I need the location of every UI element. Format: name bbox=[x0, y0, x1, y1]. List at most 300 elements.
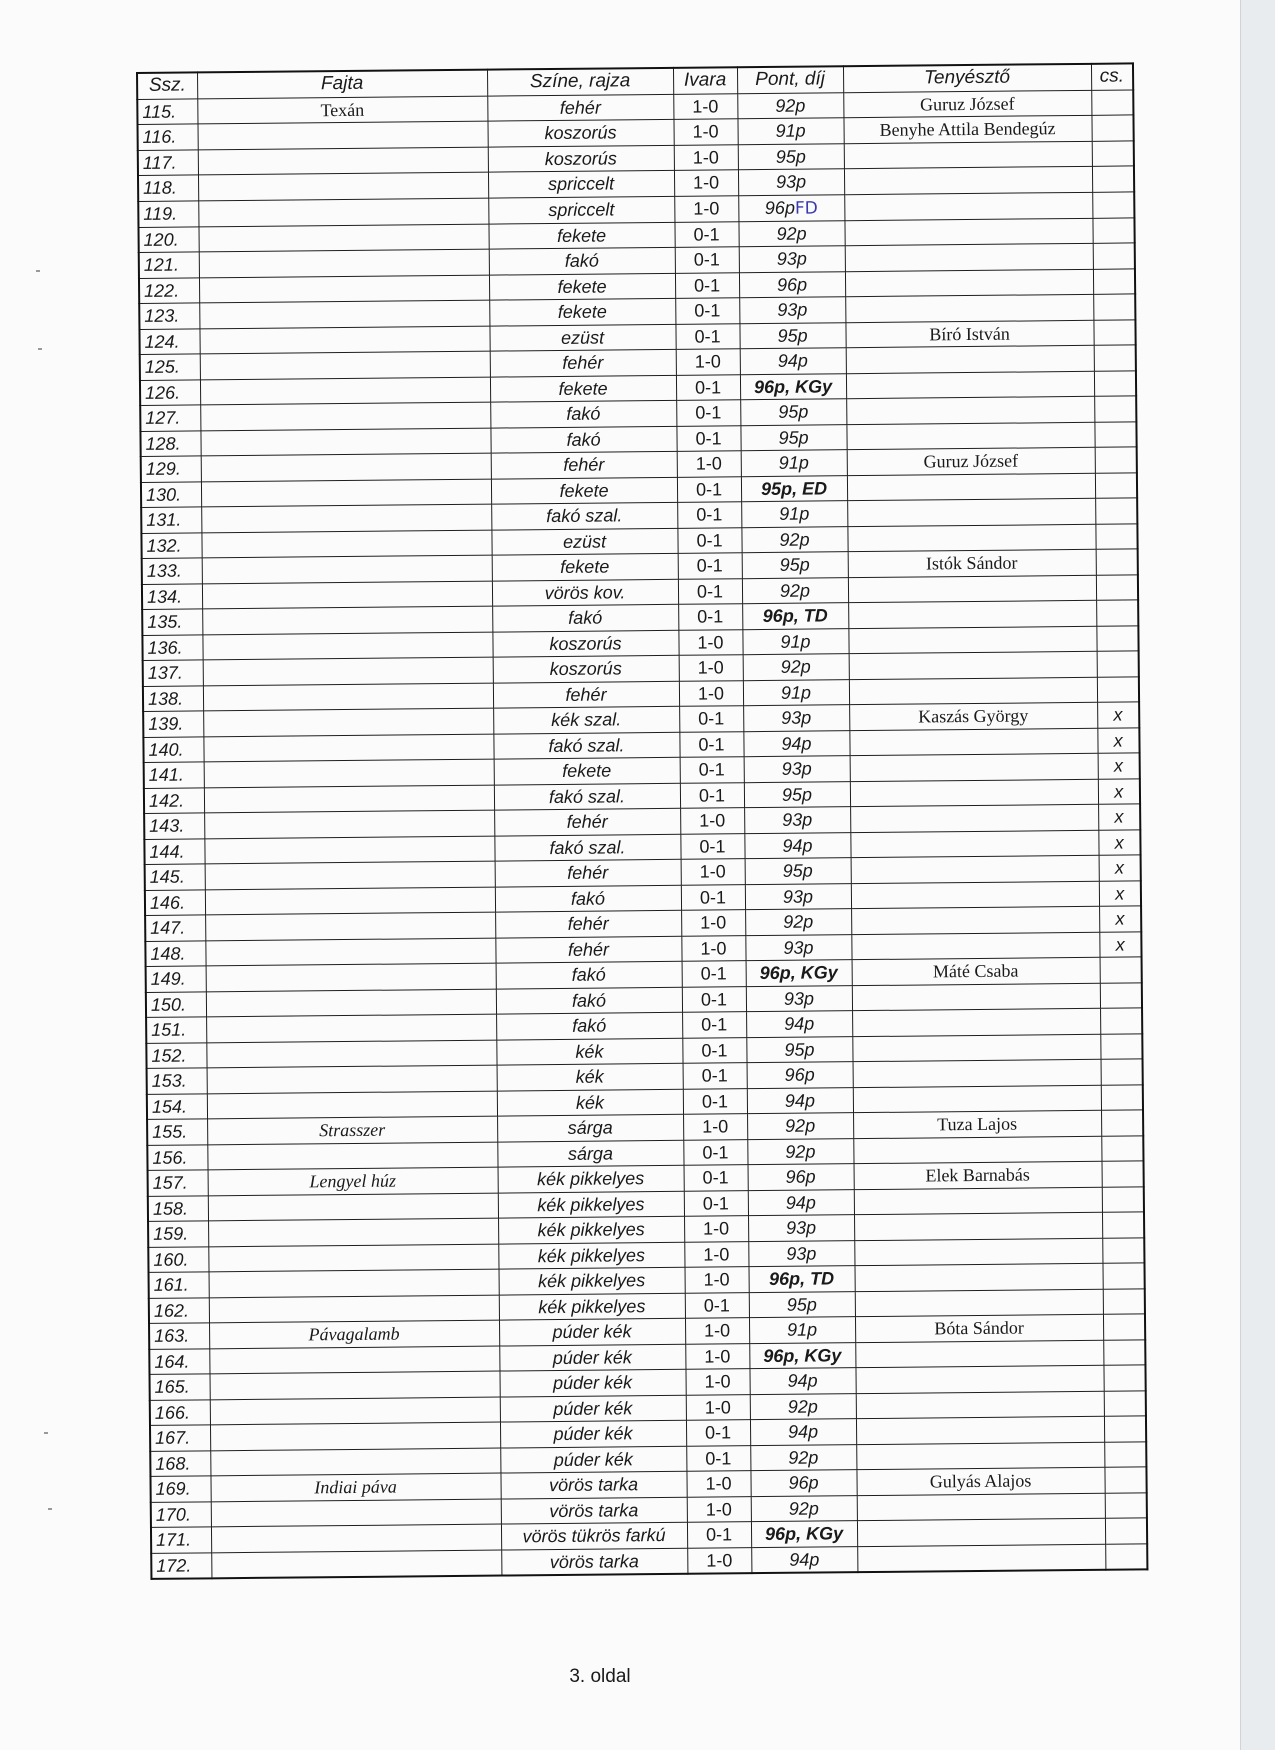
cell-pont bbox=[742, 577, 848, 604]
cell-szin-text: vörös tarka bbox=[549, 1550, 639, 1572]
cell-ssz bbox=[140, 430, 200, 456]
cell-cs bbox=[1092, 166, 1134, 192]
cell-ivar-text: 1-0 bbox=[702, 1116, 729, 1137]
cell-szin-text: koszorús bbox=[544, 122, 617, 144]
cell-tenyeszto bbox=[849, 728, 1097, 756]
cell-szin-text: fekete bbox=[562, 760, 612, 782]
cell-ivar bbox=[680, 808, 744, 834]
cell-ssz bbox=[148, 1246, 208, 1272]
cell-szin bbox=[495, 885, 681, 912]
cell-szin-text: kék bbox=[575, 1041, 604, 1062]
cell-ssz bbox=[148, 1170, 208, 1196]
cell-pont bbox=[739, 271, 845, 298]
cell-ssz-text: 160. bbox=[153, 1249, 189, 1270]
cell-szin bbox=[488, 145, 674, 172]
cell-tenyeszto bbox=[846, 345, 1094, 373]
cell-cs bbox=[1102, 1186, 1144, 1212]
cell-pont bbox=[751, 1521, 857, 1548]
cell-szin bbox=[500, 1395, 686, 1422]
cell-szin bbox=[490, 349, 676, 376]
cell-pont bbox=[738, 169, 844, 196]
cell-ssz bbox=[145, 915, 205, 941]
cell-ivar-text: 0-1 bbox=[703, 1295, 730, 1316]
cell-szin-text: spriccelt bbox=[548, 199, 615, 221]
cell-cs bbox=[1095, 472, 1137, 498]
cell-pont-text: 92p bbox=[785, 1141, 816, 1162]
cell-szin bbox=[492, 553, 678, 580]
cell-cs bbox=[1098, 804, 1140, 830]
cell-tenyeszto bbox=[854, 1187, 1102, 1215]
cell-tenyeszto bbox=[848, 626, 1096, 654]
cell-tenyeszto bbox=[847, 498, 1095, 526]
cell-tenyeszto bbox=[846, 396, 1094, 424]
cell-ssz bbox=[146, 1042, 206, 1068]
cell-ivar bbox=[684, 1190, 748, 1216]
cell-ssz-text: 140. bbox=[148, 739, 184, 760]
cell-szin-text: kék pikkelyes bbox=[537, 1219, 645, 1241]
cell-cs bbox=[1098, 778, 1140, 804]
cell-szin bbox=[487, 94, 673, 121]
cell-tenyeszto bbox=[846, 371, 1094, 399]
cell-pont-text: 91p bbox=[786, 1319, 818, 1341]
cell-ssz bbox=[143, 685, 203, 711]
cell-cs bbox=[1104, 1390, 1146, 1416]
cell-szin bbox=[498, 1191, 684, 1218]
cell-tenyeszto bbox=[847, 473, 1095, 501]
cell-ivar bbox=[684, 1165, 748, 1191]
cell-ivar-text: 1-0 bbox=[699, 861, 726, 882]
cell-pont bbox=[749, 1317, 855, 1344]
cell-pont-text: 95p bbox=[784, 1039, 815, 1060]
cell-fajta bbox=[210, 1422, 500, 1450]
cell-fajta bbox=[201, 504, 491, 532]
cell-szin bbox=[501, 1548, 687, 1576]
cell-ivar-text: 1-0 bbox=[705, 1473, 732, 1494]
cell-pont bbox=[741, 526, 847, 553]
cell-fajta-text: Pávagalamb bbox=[308, 1323, 400, 1345]
cell-szin bbox=[499, 1369, 685, 1396]
cell-pont-text: 91p bbox=[775, 120, 806, 142]
cell-tenyeszto bbox=[844, 192, 1092, 220]
cell-fajta-text: Texán bbox=[320, 99, 365, 120]
cell-ivar bbox=[679, 706, 743, 732]
cell-ssz bbox=[145, 864, 205, 890]
cell-szin bbox=[488, 222, 674, 249]
cell-szin-text: koszorús bbox=[549, 658, 622, 680]
cell-fajta bbox=[207, 1065, 497, 1093]
cell-ivar bbox=[676, 349, 740, 375]
cell-tenyeszto bbox=[855, 1340, 1103, 1368]
cell-szin bbox=[497, 1140, 683, 1167]
cell-ivar-text: 0-1 bbox=[701, 1065, 728, 1086]
cell-fajta bbox=[199, 326, 489, 354]
cell-tenyeszto bbox=[855, 1365, 1103, 1393]
cell-szin bbox=[495, 910, 681, 937]
cell-szin bbox=[493, 655, 679, 682]
cell-cs bbox=[1095, 447, 1137, 473]
cell-cs bbox=[1100, 957, 1142, 983]
cell-cs bbox=[1101, 1084, 1143, 1110]
cell-ssz bbox=[150, 1399, 210, 1425]
cell-szin bbox=[499, 1318, 685, 1345]
cell-cs bbox=[1101, 1110, 1143, 1136]
cell-ssz-text: 127. bbox=[145, 407, 181, 429]
cell-szin-text: sárga bbox=[567, 1143, 614, 1164]
cell-pont-text: 93p bbox=[783, 937, 814, 958]
cell-ssz bbox=[144, 762, 204, 788]
cell-ssz bbox=[139, 252, 199, 278]
cell-tenyeszto-text: Bóta Sándor bbox=[934, 1317, 1024, 1339]
cell-ivar bbox=[686, 1394, 750, 1420]
cell-pont-text: 93p bbox=[777, 299, 808, 321]
cell-pont-text: 96p, KGy bbox=[759, 962, 838, 984]
cell-pont bbox=[747, 1062, 853, 1089]
cell-ssz bbox=[147, 1144, 207, 1170]
cell-ivar bbox=[683, 1139, 747, 1165]
cell-ivar-text: 1-0 bbox=[699, 810, 726, 831]
cell-fajta bbox=[210, 1473, 500, 1501]
cell-fajta bbox=[204, 785, 494, 813]
cell-pont bbox=[737, 92, 843, 119]
cell-szin-text: fehér bbox=[567, 862, 609, 884]
cell-pont bbox=[751, 1495, 857, 1522]
cell-fajta bbox=[204, 759, 494, 787]
cell-ssz bbox=[145, 889, 205, 915]
cell-ssz-text: 164. bbox=[154, 1351, 190, 1372]
cell-fajta bbox=[204, 836, 494, 864]
cell-cs bbox=[1091, 89, 1133, 115]
cell-tenyeszto bbox=[856, 1416, 1104, 1444]
cell-tenyeszto bbox=[851, 881, 1099, 909]
cell-szin bbox=[497, 1063, 683, 1090]
cell-ssz bbox=[143, 711, 203, 737]
cell-pont-text: 92p bbox=[779, 580, 811, 601]
cell-ssz-text: 165. bbox=[154, 1376, 190, 1398]
cell-cs bbox=[1103, 1365, 1145, 1391]
handwritten-award-mark: FD bbox=[794, 197, 818, 219]
scan-speck bbox=[44, 1432, 48, 1434]
cell-pont-text: 94p bbox=[782, 835, 813, 856]
cell-pont bbox=[744, 781, 850, 808]
cell-ssz bbox=[149, 1348, 209, 1374]
cell-fajta bbox=[207, 1116, 497, 1144]
cell-tenyeszto-text: Elek Barnabás bbox=[925, 1164, 1030, 1186]
cell-ssz bbox=[149, 1272, 209, 1298]
cell-ssz-text: 116. bbox=[142, 126, 177, 148]
cell-pont-text: 95p, ED bbox=[760, 478, 828, 499]
cell-tenyeszto bbox=[853, 1110, 1101, 1138]
cell-pont-text: 96p bbox=[784, 1064, 815, 1086]
cell-cs bbox=[1103, 1288, 1145, 1314]
cell-szin-text: kék pikkelyes bbox=[538, 1270, 646, 1292]
cell-szin-text: púder kék bbox=[553, 1449, 633, 1470]
cell-szin-text: fakó bbox=[568, 607, 603, 629]
cell-szin-text: ezüst bbox=[562, 531, 607, 552]
cell-pont bbox=[740, 399, 846, 426]
cell-fajta bbox=[205, 912, 495, 940]
cell-szin bbox=[498, 1216, 684, 1243]
cell-pont bbox=[744, 756, 850, 783]
cell-ivar-text: 0-1 bbox=[698, 734, 725, 755]
cell-pont-text: 95p bbox=[786, 1294, 817, 1315]
cell-cs bbox=[1091, 115, 1133, 141]
cell-pont bbox=[747, 1087, 853, 1114]
cell-ivar bbox=[681, 910, 745, 936]
cell-szin bbox=[500, 1420, 686, 1447]
cell-pont-text: 96p, KGy bbox=[763, 1345, 842, 1366]
cell-ivar bbox=[685, 1318, 749, 1344]
cell-ivar-text: 1-0 bbox=[692, 96, 719, 117]
cell-cs bbox=[1095, 498, 1137, 524]
cell-ivar-text: 0-1 bbox=[696, 581, 724, 602]
cell-tenyeszto-text: Gulyás Alajos bbox=[929, 1470, 1032, 1492]
cell-fajta bbox=[200, 351, 490, 379]
cell-ssz-text: 119. bbox=[143, 203, 178, 224]
cell-ivar-text: 0-1 bbox=[696, 504, 723, 525]
cell-szin-text: fehér bbox=[565, 684, 607, 705]
cell-ssz bbox=[143, 660, 203, 686]
cell-cs bbox=[1103, 1339, 1145, 1365]
cell-ivar bbox=[677, 527, 741, 553]
cell-ssz-text: 118. bbox=[143, 177, 177, 199]
cell-ssz-text: 126. bbox=[144, 382, 181, 403]
cell-ivar bbox=[674, 144, 738, 170]
cell-fajta bbox=[199, 300, 489, 328]
cell-ssz-text: 158. bbox=[152, 1198, 189, 1219]
cell-ssz-text: 122. bbox=[144, 280, 180, 301]
cell-fajta bbox=[207, 1091, 497, 1119]
cell-ivar-text: 0-1 bbox=[694, 377, 722, 398]
cell-szin bbox=[499, 1344, 685, 1371]
cell-ssz bbox=[138, 175, 198, 201]
cell-ssz-text: 138. bbox=[147, 688, 184, 709]
cell-tenyeszto bbox=[852, 1034, 1100, 1062]
cell-cs bbox=[1098, 829, 1140, 855]
cell-fajta-text: Lengyel húz bbox=[309, 1170, 396, 1192]
cell-ssz bbox=[151, 1552, 211, 1579]
cell-tenyeszto-text: Istók Sándor bbox=[925, 552, 1018, 574]
cell-ivar-text: 0-1 bbox=[696, 555, 723, 576]
cell-pont bbox=[744, 832, 850, 859]
cell-pont-text: 95p bbox=[782, 860, 813, 882]
cell-cs bbox=[1105, 1492, 1147, 1518]
cell-ssz bbox=[142, 634, 202, 660]
cell-ivar bbox=[680, 833, 744, 859]
cell-ssz-text: 154. bbox=[151, 1096, 188, 1117]
cell-fajta bbox=[202, 555, 492, 583]
cell-pont-text: 92p bbox=[788, 1447, 819, 1468]
cell-szin-text: fakó bbox=[564, 250, 599, 272]
cell-tenyeszto bbox=[849, 651, 1097, 679]
cell-szin-text: fekete bbox=[557, 276, 607, 297]
cell-pont-text: 95p bbox=[781, 784, 813, 805]
cell-pont-text: 92p bbox=[779, 529, 810, 550]
cell-ssz-text: 123. bbox=[144, 305, 180, 327]
cell-tenyeszto bbox=[854, 1263, 1102, 1291]
cell-pont bbox=[741, 450, 847, 477]
cell-tenyeszto-text: Tuza Lajos bbox=[937, 1113, 1018, 1135]
cell-fajta bbox=[206, 1014, 496, 1042]
cell-ivar-text: 0-1 bbox=[696, 530, 723, 551]
cell-ssz-text: 136. bbox=[147, 637, 183, 658]
cell-szin bbox=[500, 1471, 686, 1498]
cell-szin-text: fakó szal. bbox=[546, 505, 623, 527]
cell-pont-text: 92p bbox=[788, 1498, 819, 1519]
cell-pont bbox=[743, 705, 849, 732]
cell-szin-text: fehér bbox=[567, 939, 610, 960]
cell-pont-text: 91p bbox=[779, 503, 810, 525]
cell-pont bbox=[746, 1011, 852, 1038]
cell-ssz-text: 142. bbox=[148, 790, 185, 811]
cell-fajta bbox=[208, 1218, 498, 1246]
cell-pont bbox=[739, 246, 845, 273]
cell-pont bbox=[743, 654, 849, 681]
cell-pont bbox=[740, 348, 846, 375]
cell-ssz-text: 125. bbox=[144, 356, 180, 378]
cell-cs bbox=[1097, 651, 1139, 677]
cell-ivar-text: 1-0 bbox=[692, 172, 720, 193]
cell-pont bbox=[740, 424, 846, 451]
cell-ivar bbox=[674, 170, 738, 196]
cell-pont bbox=[748, 1240, 854, 1267]
cell-ssz-text: 149. bbox=[150, 968, 186, 990]
cell-cs bbox=[1100, 982, 1142, 1008]
cell-tenyeszto bbox=[851, 906, 1099, 934]
cell-szin bbox=[488, 196, 674, 224]
cell-ivar bbox=[680, 782, 744, 808]
cell-ivar bbox=[682, 1037, 746, 1063]
cell-ssz-text: 168. bbox=[155, 1453, 191, 1474]
cell-ivar bbox=[676, 374, 740, 400]
cell-cs bbox=[1099, 880, 1141, 906]
cell-pont-text: 92p bbox=[783, 911, 814, 933]
cell-fajta bbox=[203, 683, 493, 711]
cell-pont-text: 91p bbox=[780, 682, 812, 703]
cell-ivar-text: 1-0 bbox=[693, 198, 720, 219]
cell-ssz-text: 117. bbox=[142, 152, 177, 173]
cell-ivar bbox=[685, 1343, 749, 1369]
scan-speck bbox=[38, 348, 42, 350]
cell-cs bbox=[1094, 345, 1136, 371]
cell-szin-text: koszorús bbox=[549, 633, 622, 654]
cell-szin bbox=[499, 1267, 685, 1294]
cell-ssz-text: 150. bbox=[150, 994, 187, 1015]
cell-pont bbox=[746, 1036, 852, 1063]
col-header-pont: Pont, díj bbox=[737, 66, 843, 93]
cell-ivar-text: 0-1 bbox=[698, 785, 726, 806]
cell-tenyeszto-text: Bíró István bbox=[929, 323, 1010, 345]
cell-pont-text: 92p bbox=[787, 1396, 818, 1417]
cell-ivar bbox=[678, 604, 742, 630]
cell-cs bbox=[1105, 1543, 1147, 1569]
cell-tenyeszto bbox=[856, 1467, 1104, 1495]
cell-tenyeszto-text: Guruz József bbox=[920, 93, 1015, 115]
cell-cs bbox=[1093, 268, 1135, 294]
cell-ivar bbox=[682, 961, 746, 987]
cell-tenyeszto-text: Máté Csaba bbox=[932, 960, 1019, 982]
cell-ivar bbox=[682, 1012, 746, 1038]
cell-cs bbox=[1104, 1467, 1146, 1493]
cell-pont-text: 93p bbox=[786, 1243, 817, 1264]
cell-pont bbox=[738, 143, 844, 170]
cell-szin bbox=[498, 1242, 684, 1269]
cell-ivar bbox=[673, 93, 737, 119]
cell-ssz-text: 130. bbox=[145, 484, 182, 505]
cell-fajta bbox=[206, 1040, 496, 1068]
cell-tenyeszto bbox=[850, 753, 1098, 781]
cell-ivar bbox=[674, 195, 738, 222]
cell-fajta bbox=[199, 249, 489, 277]
cell-tenyeszto bbox=[848, 575, 1096, 603]
cell-ssz bbox=[151, 1527, 211, 1553]
cell-ivar-text: 0-1 bbox=[701, 1091, 729, 1112]
cell-ssz bbox=[144, 787, 204, 813]
cell-ssz bbox=[138, 200, 198, 227]
cell-ssz bbox=[137, 98, 197, 124]
cell-ivar bbox=[681, 859, 745, 885]
cell-ssz bbox=[150, 1374, 210, 1400]
cell-pont-text: 96p, TD bbox=[769, 1268, 835, 1290]
cell-ssz bbox=[148, 1195, 208, 1221]
cell-ssz bbox=[147, 1068, 207, 1094]
cell-tenyeszto bbox=[849, 677, 1097, 705]
cell-tenyeszto bbox=[844, 141, 1092, 169]
cell-tenyeszto-text: Kaszás György bbox=[918, 705, 1029, 727]
cell-pont-text: 93p bbox=[781, 758, 812, 780]
cell-cs bbox=[1093, 294, 1135, 320]
cell-cs bbox=[1094, 396, 1136, 422]
cell-fajta bbox=[211, 1524, 501, 1552]
cell-fajta bbox=[198, 147, 488, 175]
cell-fajta bbox=[209, 1346, 499, 1374]
cell-tenyeszto bbox=[851, 855, 1099, 883]
cell-fajta bbox=[209, 1269, 499, 1297]
cell-cs bbox=[1101, 1135, 1143, 1161]
cell-pont-text: 96p, KGy bbox=[764, 1523, 844, 1545]
cell-tenyeszto bbox=[852, 983, 1100, 1011]
cell-szin-text: kék pikkelyes bbox=[537, 1168, 645, 1190]
cell-fajta bbox=[202, 632, 492, 660]
cell-ivar bbox=[684, 1216, 748, 1242]
cell-pont bbox=[739, 297, 845, 324]
cell-pont bbox=[748, 1215, 854, 1242]
cell-szin-text: vörös tükrös farkú bbox=[522, 1525, 666, 1547]
cell-pont-text: 93p bbox=[776, 248, 807, 270]
cell-cs-text: x bbox=[1114, 781, 1124, 802]
cell-cs bbox=[1099, 906, 1141, 932]
cell-ssz-text: 159. bbox=[153, 1223, 189, 1245]
cell-cs bbox=[1103, 1314, 1145, 1340]
cell-ivar bbox=[679, 731, 743, 757]
cell-cs bbox=[1096, 574, 1138, 600]
cell-tenyeszto bbox=[848, 549, 1096, 577]
cell-szin-text: fekete bbox=[559, 480, 609, 501]
cell-szin bbox=[501, 1497, 687, 1524]
cell-pont bbox=[742, 603, 848, 630]
cell-ivar bbox=[674, 221, 738, 247]
cell-ivar bbox=[687, 1547, 751, 1574]
cell-fajta-text: Strasszer bbox=[319, 1119, 386, 1141]
cell-cs-text: x bbox=[1114, 832, 1124, 853]
cell-cs bbox=[1096, 549, 1138, 575]
cell-cs-text: x bbox=[1114, 857, 1125, 878]
cell-tenyeszto bbox=[844, 166, 1092, 194]
cell-ivar bbox=[681, 935, 745, 961]
cell-szin-text: púder kék bbox=[552, 1347, 632, 1368]
cell-tenyeszto bbox=[845, 243, 1093, 271]
cell-ivar-text: 0-1 bbox=[698, 708, 725, 729]
cell-cs bbox=[1102, 1237, 1144, 1263]
